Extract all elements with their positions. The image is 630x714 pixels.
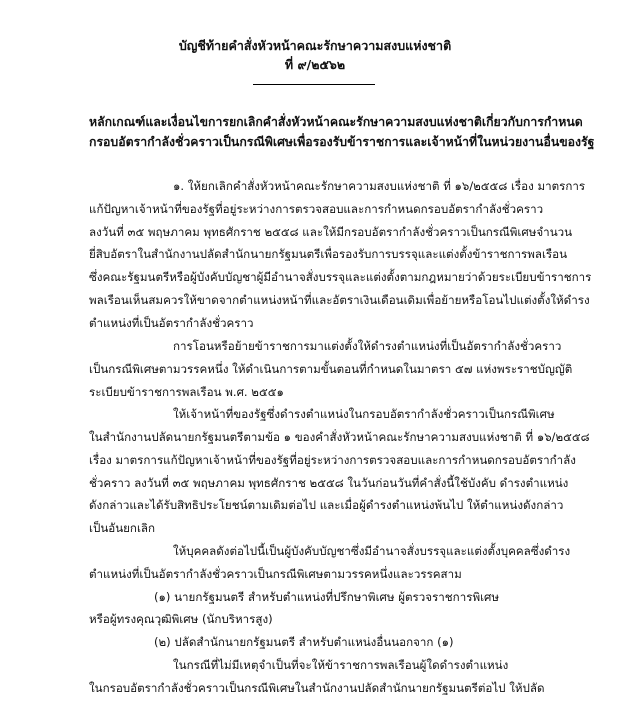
body-line: เป็นอันยกเลิก [89,521,156,535]
section-heading-line-1: หลักเกณฑ์และเงื่อนไขการยกเลิกคำสั่งหัวหน้าคณะรักษาความสงบแห่งชาติเกี่ยวกับการกำหนด [89,115,583,129]
body-line: ในสำนักงานปลัดนายกรัฐมนตรีตามข้อ ๑ ของคำสั่งหัวหน้าคณะรักษาความสงบแห่งชาติ ที่ ๑๖/๒๕๕๘ [89,430,590,444]
body-line: ตำแหน่งที่เป็นอัตรากำลังชั่วคราว [89,316,254,330]
body-line: ให้บุคคลดังต่อไปนี้เป็นผู้บังคับบัญชาซึ่งมีอำนาจสั่งบรรจุและแต่งตั้งบุคคลซึ่งดำรง [173,544,571,558]
body-line: ระเบียบข้าราชการพลเรือน พ.ศ. ๒๕๕๑ [89,385,284,399]
document-title: บัญชีท้ายคำสั่งหัวหน้าคณะรักษาความสงบแห่งชาติ [178,38,452,53]
body-line: ตำแหน่งที่เป็นอัตรากำลังชั่วคราวเป็นกรณีพิเศษตามวรรคหนึ่งและวรรคสาม [89,567,462,581]
body-line: ซึ่งคณะรัฐมนตรีหรือผู้บังคับบัญชาผู้มีอำนาจสั่งบรรจุและแต่งตั้งตามกฎหมายว่าด้วยระเบียบข้าราชการ [89,270,592,284]
list-item-1: (๑) นายกรัฐมนตรี สำหรับตำแหน่งที่ปรึกษาพิเศษ ผู้ตรวจราชการพิเศษ [154,590,500,604]
title-divider [253,84,375,85]
document-number: ที่ ๙/๒๕๖๒ [284,57,346,72]
section-heading-line-2: กรอบอัตรากำลังชั่วคราวเป็นกรณีพิเศษเพื่อรองรับข้าราชการและเจ้าหน้าที่ในหน่วยงานอื่นของรัฐ [89,135,595,149]
body-line: ให้เจ้าหน้าที่ของรัฐซึ่งดำรงตำแหน่งในกรอบอัตรากำลังชั่วคราวเป็นกรณีพิเศษ [173,407,555,421]
body-line: ในกรณีที่ไม่มีเหตุจำเป็นที่จะให้ข้าราชการพลเรือนผู้ใดดำรงตำแหน่ง [173,658,509,672]
body-line: ในกรอบอัตรากำลังชั่วคราวเป็นกรณีพิเศษในสำนักงานปลัดสำนักนายกรัฐมนตรีต่อไป ให้ปลัด [89,681,545,695]
body-line: พลเรือนเห็นสมควรให้ขาดจากตำแหน่งหน้าที่และอัตราเงินเดือนเดิมเพื่อย้ายหรือโอนไปแต่งตั้งให้ดำรง [89,293,590,307]
body-line: ชั่วคราว ลงวันที่ ๓๕ พฤษภาคม พุทธศักราช ๒๕๕๘ ในวันก่อนวันที่คำสั่งนี้ใช้บังคับ ดำรงตำแหน่ง [89,476,569,490]
body-line: ลงวันที่ ๓๕ พฤษภาคม พุทธศักราช ๒๕๕๘ และให้มีกรอบอัตรากำลังชั่วคราวเป็นกรณีพิเศษจำนวน [89,225,573,239]
body-line: ยี่สิบอัตราในสำนักงานปลัดสำนักนายกรัฐมนตรีเพื่อรองรับการบรรจุและแต่งตั้งข้าราชการพลเรือน [89,247,568,261]
body-line: แก้ปัญหาเจ้าหน้าที่ของรัฐที่อยู่ระหว่างการตรวจสอบและการกำหนดกรอบอัตรากำลังชั่วคราว [89,202,544,216]
list-item-1-continued: หรือผู้ทรงคุณวุฒิพิเศษ (นักบริหารสูง) [89,612,273,626]
body-line: เรื่อง มาตรการแก้ปัญหาเจ้าหน้าที่ของรัฐที่อยู่ระหว่างการตรวจสอบและการกำหนดกรอบอัตรากำลัง [89,453,576,467]
body-line: การโอนหรือย้ายข้าราชการมาแต่งตั้งให้ดำรงตำแหน่งที่เป็นอัตรากำลังชั่วคราว [173,339,562,353]
list-item-2: (๒) ปลัดสำนักนายกรัฐมนตรี สำหรับตำแหน่งอื่นนอกจาก (๑) [154,635,454,649]
body-line: ดังกล่าวและได้รับสิทธิประโยชน์ตามเดิมต่อไป และเมื่อผู้ดำรงตำแหน่งพ้นไป ให้ตำแหน่งดังกล่าว [89,498,564,512]
body-line: เป็นกรณีพิเศษตามวรรคหนึ่ง ให้ดำเนินการตามขั้นตอนที่กำหนดในมาตรา ๕๗ แห่งพระราชบัญญัติ [89,362,573,376]
body-line: ๑. ให้ยกเลิกคำสั่งหัวหน้าคณะรักษาความสงบแห่งชาติ ที่ ๑๖/๒๕๕๘ เรื่อง มาตรการ [173,179,586,193]
